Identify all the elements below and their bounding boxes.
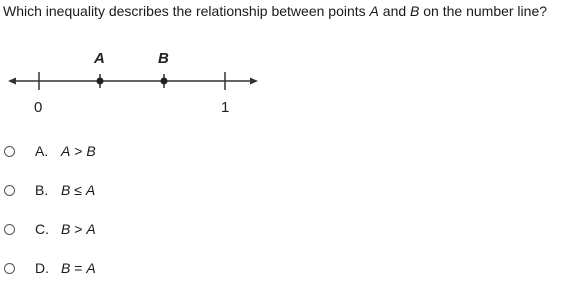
label-one: 1 — [221, 99, 230, 116]
choice-b-letter: B. — [35, 182, 49, 198]
choice-b-right: A — [85, 182, 96, 198]
choice-a-expression — [61, 143, 96, 159]
choice-b-left: B — [61, 182, 71, 198]
number-line — [0, 45, 270, 120]
radio-button-a[interactable] — [4, 146, 15, 157]
left-arrow-icon — [8, 78, 16, 85]
choice-d-right: A — [86, 260, 96, 276]
label-zero: 0 — [34, 99, 43, 116]
choice-c-right: A — [86, 221, 96, 237]
question-part3: on the number line? — [419, 3, 548, 19]
choice-b-expression — [61, 182, 95, 198]
choice-a-left: A — [61, 143, 71, 159]
point-a-label: A — [94, 50, 105, 67]
choice-a-letter: A. — [35, 143, 49, 159]
radio-button-b[interactable] — [4, 185, 15, 196]
choice-d-left: B — [61, 260, 71, 276]
choice-d-letter: D. — [35, 260, 49, 276]
question-text — [3, 3, 547, 19]
question-point-a: A — [369, 3, 379, 19]
choice-c-operator: > — [74, 221, 83, 237]
question-point-b: B — [410, 3, 420, 19]
choice-a-right: B — [86, 143, 96, 159]
point-a-dot — [97, 78, 104, 85]
question-part1: Which inequality describes the relationship between points — [3, 3, 370, 19]
choice-c-letter: C. — [35, 221, 49, 237]
choice-c-expression — [61, 221, 96, 237]
right-arrow-icon — [250, 78, 258, 85]
question-part2: and — [378, 3, 411, 19]
radio-button-c[interactable] — [4, 224, 15, 235]
choice-d-operator: = — [74, 260, 83, 276]
choice-d-expression — [61, 260, 96, 276]
point-b-dot — [161, 78, 168, 85]
choice-a-operator: > — [74, 143, 83, 159]
radio-button-d[interactable] — [4, 263, 15, 274]
point-b-label: B — [158, 50, 169, 67]
choice-b-operator: ≤ — [74, 182, 82, 198]
choice-c-left: B — [61, 221, 71, 237]
